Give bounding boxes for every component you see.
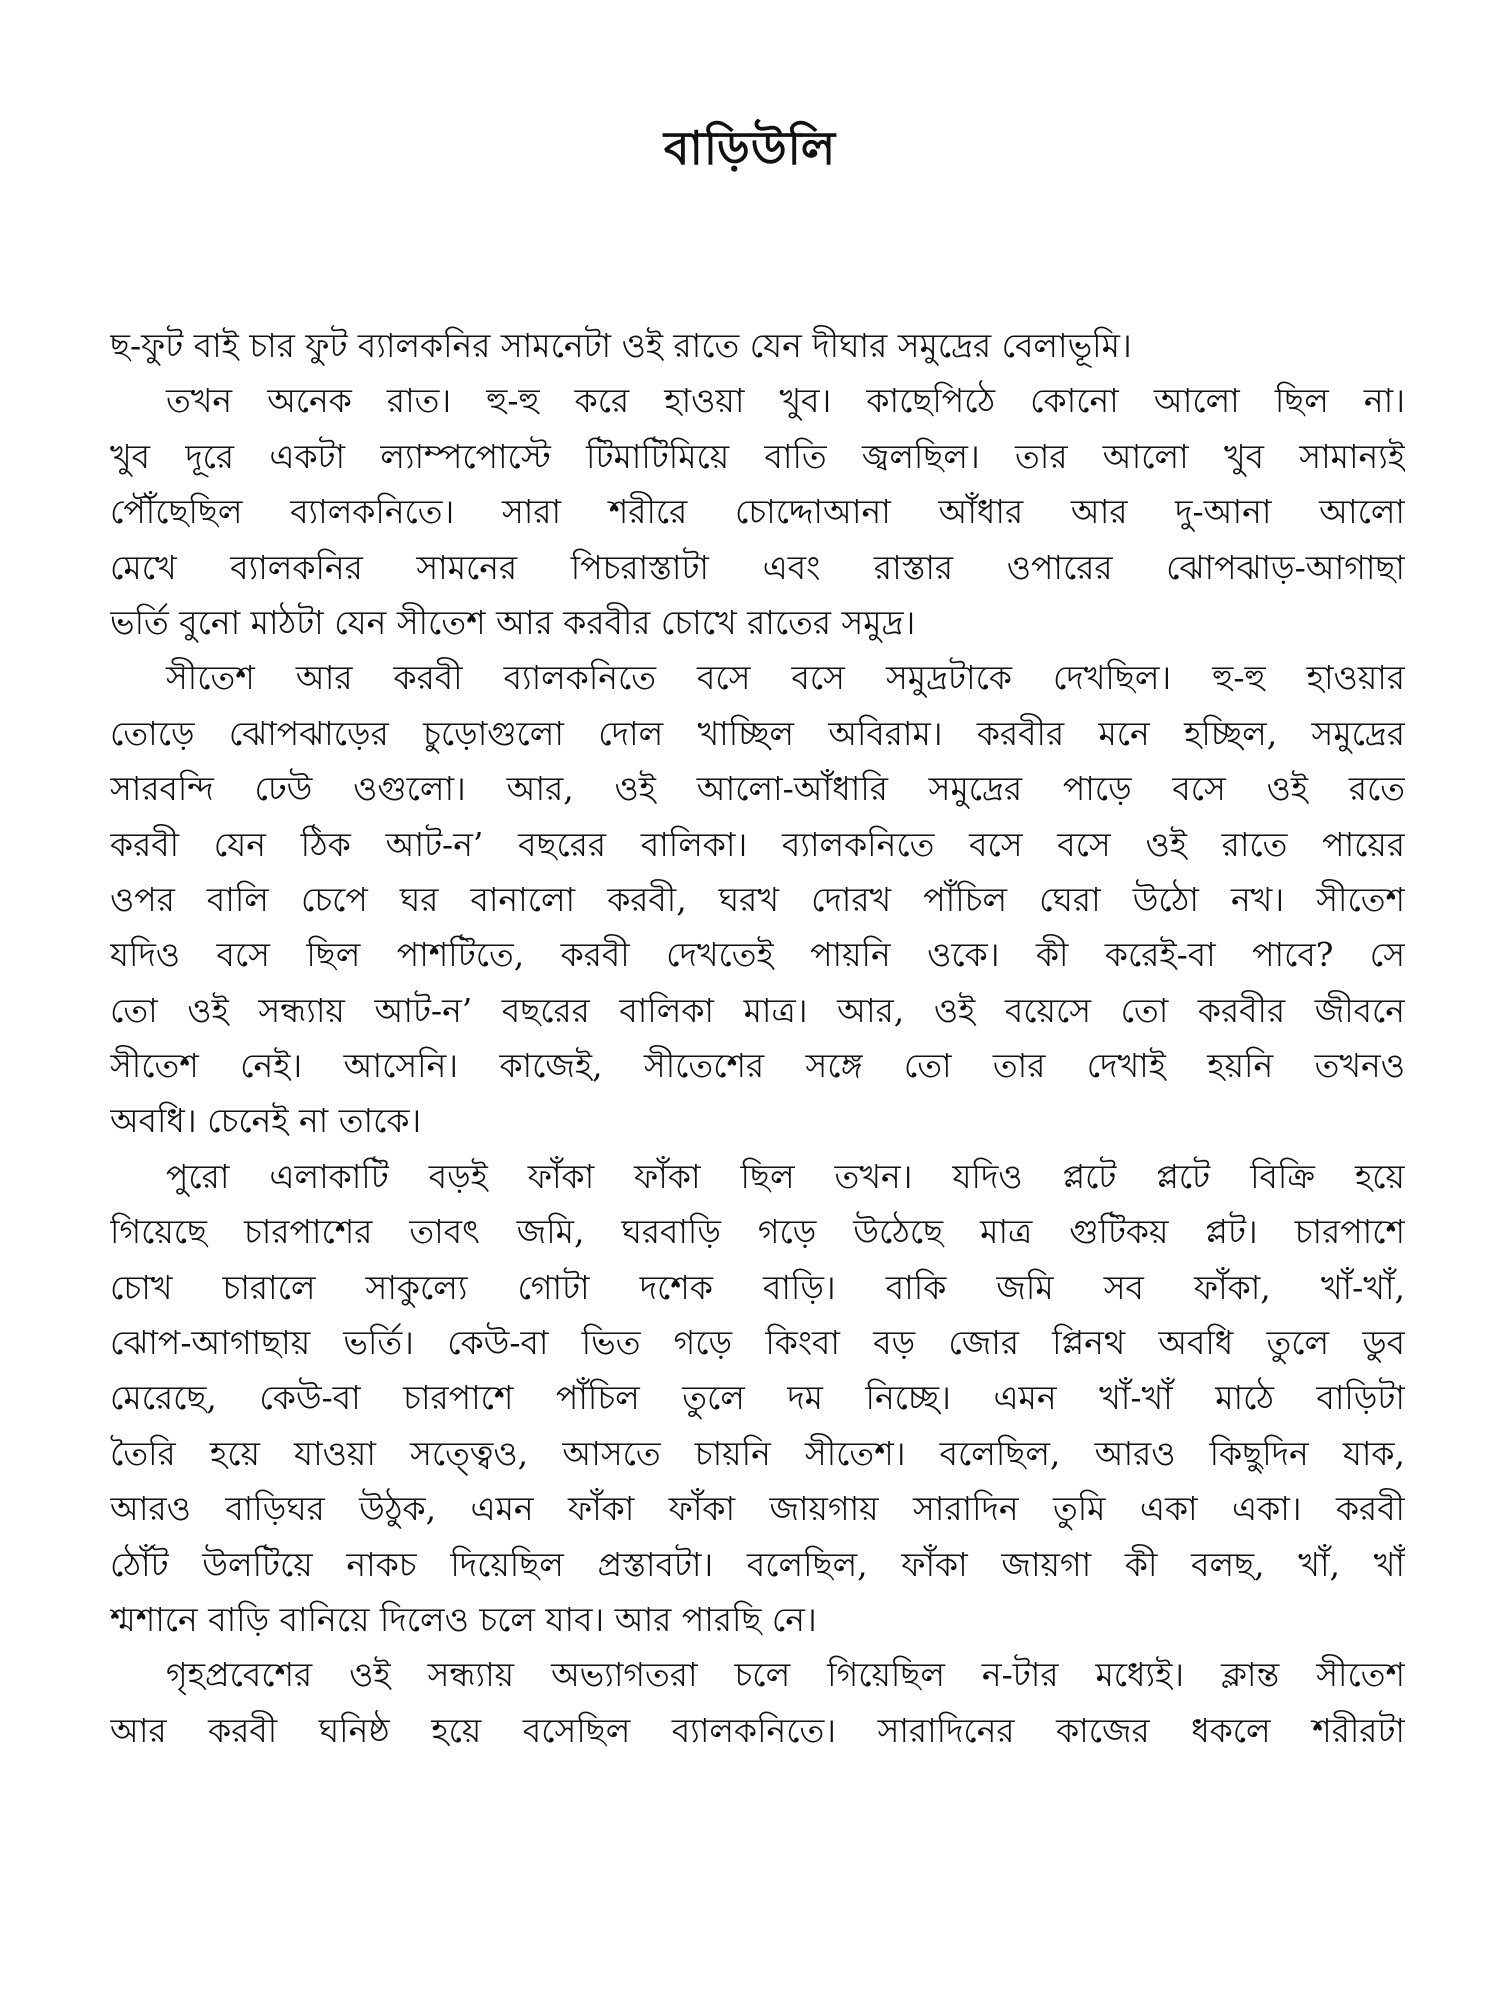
text-line: তোড়ে ঝোপঝাড়ের চুড়োগুলো দোল খাচ্ছিল অবিরাম। করবীর মনে হচ্ছিল, সমুদ্রের [110,713,1405,753]
text-line: ঝোপ-আগাছায় ভর্তি। কেউ-বা ভিত গড়ে কিংবা বড় জোর প্লিনথ অবধি তুলে ডুব [110,1323,1405,1363]
text-line: আরও বাড়িঘর উঠুক, এমন ফাঁকা ফাঁকা জায়গায় সারাদিন তুমি একা একা। করবী [110,1489,1405,1529]
text-line: চোখ চারালে সাকুল্যে গোটা দশেক বাড়ি। বাকি জমি সব ফাঁকা, খাঁ-খাঁ, [110,1267,1405,1307]
text-line: খুব দূরে একটা ল্যাম্পপোস্টে টিমাটিমিয়ে বাতি জ্বলছিল। তার আলো খুব সামান্যই [110,436,1405,476]
text-line: আর করবী ঘনিষ্ঠ হয়ে বসেছিল ব্যালকনিতে। সারাদিনের কাজের ধকলে শরীরটা [110,1710,1405,1750]
body-text [110,318,1405,1758]
text-line: পৌঁছেছিল ব্যালকনিতে। সারা শরীরে চোদ্দোআনা আঁধার আর দু-আনা আলো [110,492,1405,532]
text-line: ঠোঁট উলটিয়ে নাকচ দিয়েছিল প্রস্তাবটা। বলেছিল, ফাঁকা জায়গা কী বলছ, খাঁ, খাঁ [110,1544,1405,1584]
text-line: ওপর বালি চেপে ঘর বানালো করবী, ঘরখ দোরখ পাঁচিল ঘেরা উঠো নখ। সীতেশ [110,879,1405,919]
text-line: যদিও বসে ছিল পাশটিতে, করবী দেখতেই পায়নি ওকে। কী করেই-বা পাবে? সে [110,935,1405,975]
text-line: সীতেশ আর করবী ব্যালকনিতে বসে বসে সমুদ্রটাকে দেখছিল। হু-হু হাওয়ার [166,658,1405,698]
text-line: পুরো এলাকাটি বড়ই ফাঁকা ফাঁকা ছিল তখন। যদিও প্লটে প্লটে বিক্রি হয়ে [166,1156,1405,1196]
text-line: মেরেছে, কেউ-বা চারপাশে পাঁচিল তুলে দম নিচ্ছে। এমন খাঁ-খাঁ মাঠে বাড়িটা [110,1378,1405,1418]
text-line: গিয়েছে চারপাশের তাবৎ জমি, ঘরবাড়ি গড়ে উঠেছে মাত্র গুটিকয় প্লট। চারপাশে [110,1212,1405,1252]
text-line: অবধি। চেনেই না তাকে। [110,1101,422,1141]
text-line: ভর্তি বুনো মাঠটা যেন সীতেশ আর করবীর চোখে রাতের সমুদ্র। [110,602,916,642]
text-line: ছ-ফুট বাই চার ফুট ব্যালকনির সামনেটা ওই রাতে যেন দীঘার সমুদ্রের বেলাভূমি। [110,326,1132,365]
chapter-title: বাড়িউলি [663,121,837,175]
text-line: তৈরি হয়ে যাওয়া সত্ত্বেও, আসতে চায়নি সীতেশ। বলেছিল, আরও কিছুদিন যাক, [110,1433,1405,1473]
text-line: তো ওই সন্ধ্যায় আট-ন’ বছরের বালিকা মাত্র। আর, ওই বয়েসে তো করবীর জীবনে [110,990,1405,1030]
text-line: গৃহপ্রবেশের ওই সন্ধ্যায় অভ্যাগতরা চলে গিয়েছিল ন-টার মধ্যেই। ক্লান্ত সীতেশ [166,1655,1405,1695]
text-line: তখন অনেক রাত। হু-হু করে হাওয়া খুব। কাছেপিঠে কোনো আলো ছিল না। [166,381,1405,421]
text-line: সীতেশ নেই। আসেনি। কাজেই, সীতেশের সঙ্গে তো তার দেখাই হয়নি তখনও [110,1046,1405,1086]
text-line: শ্মশানে বাড়ি বানিয়ে দিলেও চলে যাব। আর পারছি নে। [110,1599,817,1639]
text-line: মেখে ব্যালকনির সামনের পিচরাস্তাটা এবং রাস্তার ওপারের ঝোপঝাড়-আগাছা [110,547,1405,587]
text-line: সারবন্দি ঢেউ ওগুলো। আর, ওই আলো-আঁধারি সমুদ্রের পাড়ে বসে ওই রতে [110,769,1405,809]
text-line: করবী যেন ঠিক আট-ন’ বছরের বালিকা। ব্যালকনিতে বসে বসে ওই রাতে পায়ের [110,824,1405,864]
